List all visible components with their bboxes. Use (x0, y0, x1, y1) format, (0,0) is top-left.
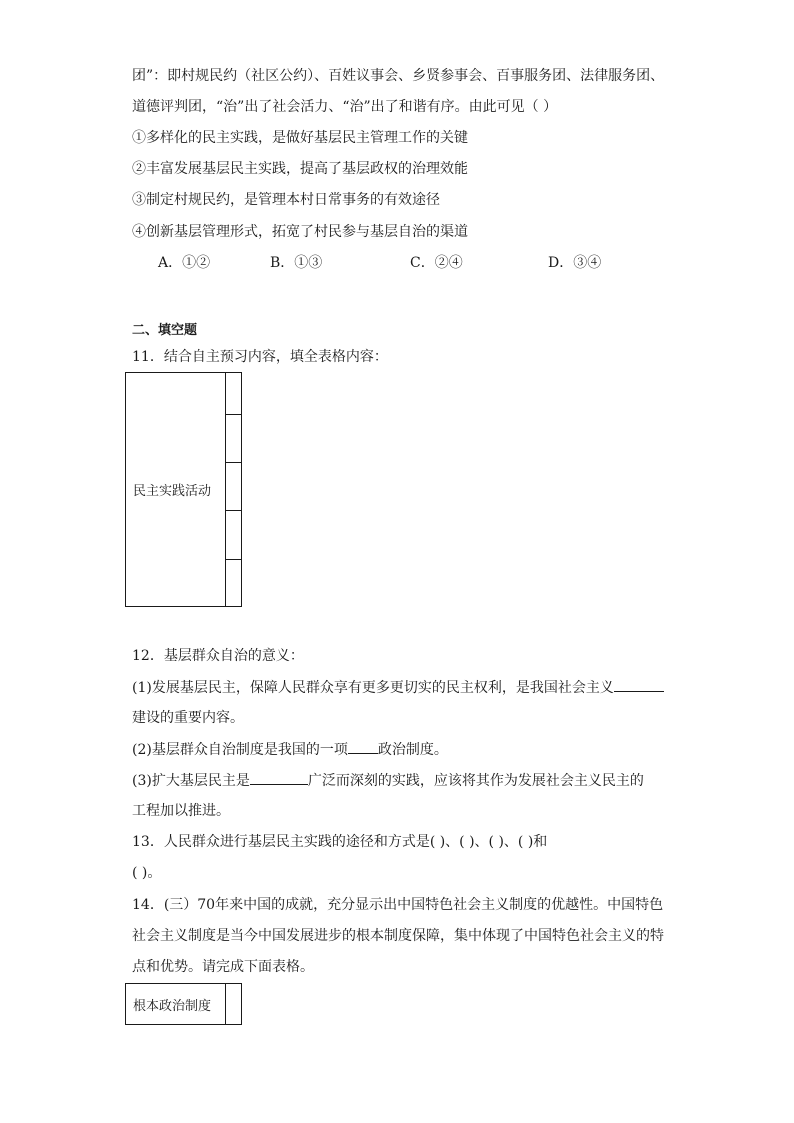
q12-item-2-text-b: 政治制度。 (377, 742, 448, 758)
q13-line-2: ( )。 (132, 865, 162, 881)
q11-table-cell-2[interactable] (226, 415, 242, 463)
q14-line-1: 14．(三）70年来中国的成就，充分显示出中国特色社会主义制度的优越性。中国特色 (132, 897, 664, 913)
q11-table (125, 372, 242, 607)
q10-options (158, 253, 658, 273)
q14-table-label: 根本政治制度 (126, 984, 226, 1025)
q12-item-2 (132, 739, 448, 760)
q12-item-3-text-a: (3)扩大基层民主是 (132, 773, 250, 789)
q12-item-3 (132, 770, 644, 791)
q12-item-1-cont: 建设的重要内容。 (132, 710, 244, 726)
q11-table-cell-3[interactable] (226, 463, 242, 511)
q14-table-cell[interactable] (226, 984, 242, 1025)
q12-blank-1[interactable] (614, 677, 664, 692)
q14-line-2: 社会主义制度是当今中国发展进步的根本制度保障，集中体现了中国特色社会主义的特 (132, 928, 664, 944)
section-title-fill-blank: 二、填空题 (132, 323, 198, 338)
q12-title: 12．基层群众自治的意义： (132, 648, 304, 664)
q13-line-1: 13．人民群众进行基层民主实践的途径和方式是( )、( )、( )、( )和 (132, 834, 548, 850)
q10-option-c[interactable]: C．②④ (410, 255, 463, 271)
q11-table-label: 民主实践活动 (126, 373, 226, 607)
q10-option-a[interactable]: A．①② (158, 255, 211, 271)
q11-table-cell-1[interactable] (226, 373, 242, 415)
q12-blank-2[interactable] (348, 739, 378, 754)
q12-item-2-text-a: (2)基层群众自治制度是我国的一项 (132, 742, 348, 758)
q10-statement-1: ①多样化的民主实践，是做好基层民主管理工作的关键 (132, 130, 468, 146)
q11-table-cell-4[interactable] (226, 511, 242, 560)
q12-item-1 (132, 677, 664, 698)
q10-statement-2: ②丰富发展基层民主实践，提高了基层政权的治理效能 (132, 161, 468, 177)
q12-item-3-cont: 工程加以推进。 (132, 803, 230, 819)
q12-item-1-text: (1)发展基层民主，保障人民群众享有更多更切实的民主权利，是我国社会主义 (132, 680, 614, 696)
q14-line-3: 点和优势。请完成下面表格。 (132, 959, 314, 975)
q10-option-b[interactable]: B．①③ (270, 255, 323, 271)
q11-prompt: 11．结合自主预习内容，填全表格内容： (132, 349, 388, 365)
q12-item-3-text-b: 广泛而深刻的实践，应该将其作为发展社会主义民主的 (307, 773, 644, 789)
q10-stem-line-2: 道德评判团，“治”出了社会活力、“治”出了和谐有序。由此可见（ ） (132, 99, 558, 115)
q10-option-d[interactable]: D．③④ (548, 255, 602, 271)
q12-blank-3[interactable] (250, 770, 308, 785)
q11-table-cell-5[interactable] (226, 560, 242, 607)
q14-table (125, 983, 242, 1025)
q10-statement-4: ④创新基层管理形式，拓宽了村民参与基层自治的渠道 (132, 224, 468, 240)
q10-statement-3: ③制定村规民约，是管理本村日常事务的有效途径 (132, 192, 440, 208)
q10-stem-line-1: 团”：即村规民约（社区公约）、百姓议事会、乡贤参事会、百事服务团、法律服务团、 (132, 68, 665, 84)
